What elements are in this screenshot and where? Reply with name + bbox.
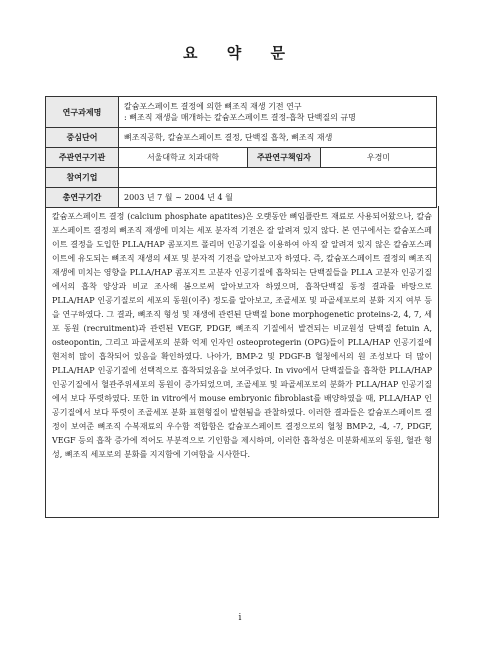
partner-label: 참여기업 (46, 168, 119, 188)
page-number: i (238, 613, 242, 623)
pi-value: 우경미 (321, 148, 437, 168)
partner-value (119, 168, 437, 188)
summary-table (45, 96, 437, 208)
period-label: 총연구기간 (46, 188, 119, 208)
period-row (46, 188, 437, 208)
institution-value: 서울대학교 치과대학 (119, 148, 248, 168)
keywords-label: 중심단어 (46, 128, 119, 148)
abstract-text: 칼슘포스페이트 결정 (calcium phosphate apatites)은 오랫동안 뼈임플란트 재료로 사용되어왔으나, 칼슘포스페이트 결정의 뼈조직 재생에 미치는 세포 분자적 기전은 잘 알려져 있지 않다. 본 연구에서는 칼슘포스페이트 결정을 도입한 PLLA/HAP 콤포지트 폴리머 인공기질을 이용하여 아직 잘 알려져 있지 않은 칼슘포스페이트에 유도되는 뼈조직 재생의 세포 및 분자적 기전을 알아보고자 하였다. 즉, 칼슘포스페이트 결정의 뼈조직 재생에 미치는 영향을 PLLA/HAP 콤포지트 고분자 인공기질에 흡착되는 단백질들을 PLLA 고분자 인공기질에서의 흡착 양상과 비교 조사해 봄으로써 알아보고자 하였으며, 흡착단백질 동정 결과를 바탕으로 PLLA/HAP 인공기질로의 세포의 동원(이주) 정도를 알아보고, 조골세포 및 파골세포로의 분화 지지 여부 등을 연구하였다. 그 결과, 뼈조직 형성 및 재생에 관련된 단백질 bone morphogenetic proteins-2, 4, 7, 세포 동원 (recruitment)과 관련된 VEGF, PDGF, 뼈조직 기질에서 발견되는 비교원성 단백질 fetuin A, osteopontin, 그리고 파골세포의 분화 억제 인자인 osteoprotegerin (OPG)들이 PLLA/HAP 인공기질에 현저히 많이 흡착되어 있음을 확인하였다. 나아가, BMP-2 및 PDGF-B 혈청에서의 원 조성보다 더 많이 PLLA/HAP 인공기질에 선택적으로 흡착되었음을 보여주었다. In vivo에서 단백질들을 흡착한 PLLA/HAP 인공기질에서 혈관주위세포의 동원이 증가되었으며, 조골세포 및 파골세포로의 분화가 PLLA/HAP 인공기질에서 보다 뚜렷하였다. 또한 in vitro에서 mouse embryonic fibroblast를 배양하였을 때, PLLA/HAP 인공기질에서 보다 뚜렷이 조골세포 분화 표현형질이 발현됨을 관찰하였다. 이러한 결과들은 칼슘포스페이트 결정이 보여준 뼈조직 수복재료의 우수함 적합함은 칼슘포스페이트 결정으로의 혈청 BMP-2, -4, -7, PDGF, VEGF 등의 흡착 증가에 적어도 부분적으로 기인함을 제시하며, 이러한 흡착성은 미분화세포의 동원, 혈관 형성, 뼈조직 세포로의 분화를 지지함에 기여함을 시사한다. (45, 206, 439, 518)
project-label: 연구과제명 (46, 97, 119, 128)
institution-label: 주관연구기관 (46, 148, 119, 168)
institution-row (46, 148, 437, 168)
page-title: 요 약 문 (183, 44, 297, 62)
period-value: 2003 년 7 월 ~ 2004 년 4 월 (119, 188, 437, 208)
project-title-line1: 칼슘포스페이트 결정에 의한 뼈조직 재생 기전 연구 (124, 102, 302, 111)
pi-label: 주관연구책임자 (248, 148, 321, 168)
project-row (46, 97, 437, 128)
partner-row (46, 168, 437, 188)
keywords-value: 뼈조직공학, 칼슘포스페이트 결정, 단백질 흡착, 뼈조직 재생 (119, 128, 437, 148)
keywords-row (46, 128, 437, 148)
project-title-line2: : 뼈조직 재생을 매개하는 칼슘포스페이트 결정-흡착 단백질의 규명 (124, 113, 356, 122)
project-title (119, 97, 437, 128)
